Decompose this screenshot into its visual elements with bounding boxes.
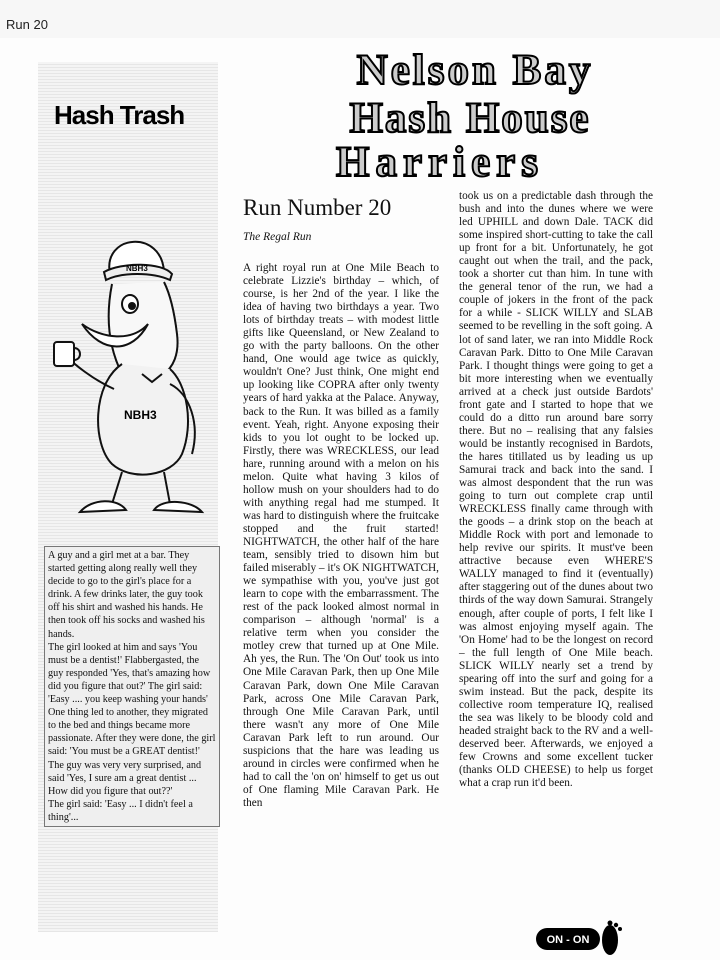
masthead-line-1: Nelson Bay [356,47,594,94]
window-titlebar [0,0,720,39]
joke-paragraph: The girl looked at him and says 'You must be a dentist!' Flabbergasted, the guy responded 'Yes, that's amazing how did you figure that out?' The girl said: 'Easy .... you keep washing your hands' One thing led to another, they migrated to the bed and things became more passionate. After they were done, the girl said: 'You must be a GREAT dentist!' The guy was very very surprised, and said 'Yes, I sure am a great dentist ... How did you figure that out??' [48,641,216,797]
masthead-line-2: Hash House [349,95,591,142]
on-on-footprint-badge [536,918,622,956]
window-title: Run 20 [6,17,48,32]
article-column-2: took us on a predictable dash through the bush and into the dunes where we were led UPHILL and down Dale. TACK did some inspired short-cutting to take the call up front for a bit. Unfortunately, he got caught out when the trail, and the pack, took a shorter cut than him. In tune with the general tenor of the run, we had a couple of jokers in the front of the pack for a while - SLICK WILLY and SLAB seemed to be revelling in the soft going. A lot of sand later, we ran into Middle Rock Caravan Park. Ditto to One Mile Caravan Park. I thought things were going to get a bit more interesting when we eventually arrived at a check just outside Bardots' front gate and I started to hope that we could do a ditto run around bare sorry there. But no – realising that any falsies would be instantly recognised in Bardots, the hares titillated us by leading us up Samurai track and back into the sand. I was almost despondent that the run was going to turn out complete crap until WRECKLESS finally came through with the goods – a drink stop on the beach at Middle Rock with port and lemonade to help revive our spirits. It must've been attractive because even WHERE'S WALLY managed to find it (eventually) after staggering out of the dunes about two thirds of the way down Samurai. Strangely enough, after couple of ports, I felt like I was almost enjoying myself again. The 'On Home' had to be the longest on record – the full length of One Mile beach. SLICK WILLY nearly set a trend by spearing off into the surf and going for a swim instead. But the pack, despite its collective room temperature IQ, realised the sea was likely to be bloody cold and headed straight back to the RV and a well-deserved beer. Afterwards, we enjoyed a few Crowns and some excellent tucker (thanks OLD CHEESE) to help us forget what a crap run it'd been. [459,190,653,790]
masthead-line-3: Harriers [336,139,544,186]
joke-paragraph: A guy and a girl met at a bar. They started getting along really well they decide to go to the girl's place for a drink. A few drinks later, the guy took off his shirt and washed his hands. He then took off his socks and washed his hands. [48,550,205,640]
newsletter-page [0,38,720,960]
dolphin-mascot-illustration [52,214,212,524]
article-subtitle: The Regal Run [243,231,312,243]
article-title: Run Number 20 [243,195,392,220]
on-on-label: ON - ON [546,934,590,946]
cap-logo: NBH3 [126,264,148,273]
joke-box [44,546,220,827]
article-column-1: A right royal run at One Mile Beach to celebrate Lizzie's birthday – which, of course, is her 2nd of the year. I like the idea of having two birthdays a year. Two lots of birthday treats – with modest little gifts like Queensland, or New Zealand to go with the party balloons. On the other hand, One would age twice as quickly, wouldn't One? Just think, One might end up looking like COPRA after only twenty years of hard yakka at the Palace. Anyway, back to the Run. It was billed as a family event. Yeah, right. Anyone exposing their kids to you lot ought to be locked up. Firstly, there was WRECKLESS, our lead hare, running around with a melon on his melon. Quite what having 3 kilos of hollow mush on your shoulders had to do with anything regal had me stumped. It was hard to distinguish where the fruitcake stopped and the fruit started! NIGHTWATCH, the other half of the hare team, sensibly tried to disown him but failed miserably – it's OK NIGHTWATCH, we sympathise with you, you've just got learn to cope with the embarrassment. The rest of the pack looked almost normal in comparison – although 'normal' is a relative term when you consider the motley crew that turned up at One Mile. Ah yes, the Run. The 'On Out' took us into One Mile Caravan Park, then up One Mile Caravan Park, down One Mile Caravan Park, across One Mile Caravan Park, through One Mile Caravan Park, until there wasn't any more of One Mile Caravan Park left to run around. Our suspicions that the hare was leading us around in circles were confirmed when he had to call the 'on on' himself to get us out of One flaming Mile Caravan Park. He then [243,262,439,809]
sidebar-heading: Hash Trash [54,100,185,130]
shirt-logo: NBH3 [124,408,157,422]
joke-paragraph: The girl said: 'Easy ... I didn't feel a thing'... [48,798,193,823]
